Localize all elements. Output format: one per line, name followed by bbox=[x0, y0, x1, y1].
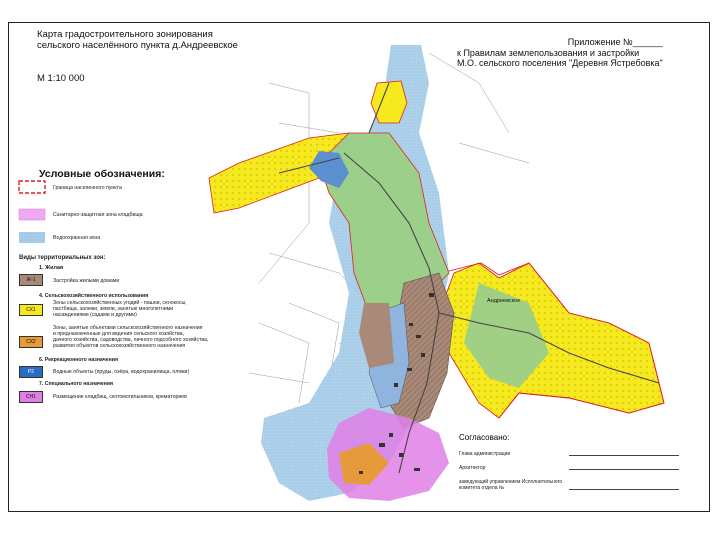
appendix-line-2: к Правилам землепользования и застройки bbox=[457, 47, 640, 58]
zone-4-badge: СХ1 bbox=[19, 304, 43, 316]
legend-boundary-label: Граница населенного пункта bbox=[53, 185, 122, 191]
zone-7-badge: СН1 bbox=[19, 391, 43, 403]
agreement-row-3 bbox=[459, 479, 562, 491]
appendix-line-3: М.О. сельского поселения "Деревня Ястребовка" bbox=[457, 58, 663, 68]
legend-cemetery-label: Санитарно-защитная зона кладбища bbox=[53, 212, 143, 218]
zone-4-text-3: насаждениями (садами и другими) bbox=[53, 312, 137, 318]
zone-4b-text-3: дачного хозяйства, садоводства, личного подсобного хозяйства, bbox=[53, 337, 209, 343]
title-line-2: сельского населённого пункта д.Андреевское bbox=[37, 40, 238, 51]
agreement-row-3-line-1: заведующий управлением Исполнительного bbox=[459, 479, 563, 485]
agreement-heading: Согласовано: bbox=[459, 433, 510, 442]
agreement-row-2: Архитектор bbox=[459, 465, 486, 471]
zone-1-badge: Ж-1 bbox=[19, 274, 43, 286]
zones-heading: Виды территориальных зон: bbox=[19, 255, 106, 261]
legend-heading: Условные обозначения: bbox=[39, 168, 165, 180]
zone-4b-text-1: Зоны, занятые объектами сельскохозяйственного назначения bbox=[53, 325, 203, 331]
legend-boundary-swatch bbox=[19, 181, 45, 193]
zone-7-heading: 7. Специального назначения bbox=[39, 381, 114, 387]
signature-line-3 bbox=[569, 489, 679, 490]
zone-1-text: Застройка жилыми домами bbox=[53, 278, 120, 284]
zone-4b-text-2: и предназначенные для ведения сельского хозяйства, bbox=[53, 331, 184, 337]
zone-4-heading: 4. Сельскохозяйственного использования bbox=[39, 293, 149, 299]
map-title bbox=[37, 29, 238, 51]
legend-water-label: Водоохранная зона bbox=[53, 235, 101, 241]
zone-4-text-1: Зоны сельскохозяйственных угодий - пашни, сенокосы, bbox=[53, 300, 187, 306]
title-line-1: Карта градостроительного зонирования bbox=[37, 29, 213, 40]
zone-7-text: Размещение кладбищ, скотомогильников, крематориев bbox=[53, 394, 187, 400]
zone-6-badge: Р2 bbox=[19, 366, 43, 378]
zone-4b-badge: СХ2 bbox=[19, 336, 43, 348]
zoning-map bbox=[9, 23, 709, 511]
zone-4-text-2: пастбища, залежи, земли, занятые многолетними bbox=[53, 306, 174, 312]
zone-4-text bbox=[53, 300, 187, 318]
zone-4b-text-4: развития объектов сельскохозяйственного назначения bbox=[53, 343, 186, 349]
agreement-row-3-line-2: комитета отдела № bbox=[459, 485, 505, 491]
zone-yellow-north bbox=[371, 81, 407, 123]
legend-cemetery-swatch bbox=[19, 209, 45, 220]
village-label: Андреевское bbox=[487, 298, 521, 304]
appendix-block bbox=[457, 37, 663, 69]
zone-6-heading: 6. Рекреационного назначения bbox=[39, 357, 118, 363]
appendix-line-1: Приложение №______ bbox=[567, 37, 663, 47]
zone-4b-text bbox=[53, 325, 208, 349]
map-scale: М 1:10 000 bbox=[37, 73, 85, 84]
zone-6-text: Водные объекты (пруды, озёра, водохранилища, пляжи) bbox=[53, 369, 190, 375]
signature-line-1 bbox=[569, 455, 679, 456]
zone-1-heading: 1. Жилая bbox=[39, 265, 64, 271]
agreement-row-1: Глава администрации bbox=[459, 451, 511, 457]
signature-line-2 bbox=[569, 469, 679, 470]
map-sheet bbox=[8, 22, 710, 512]
